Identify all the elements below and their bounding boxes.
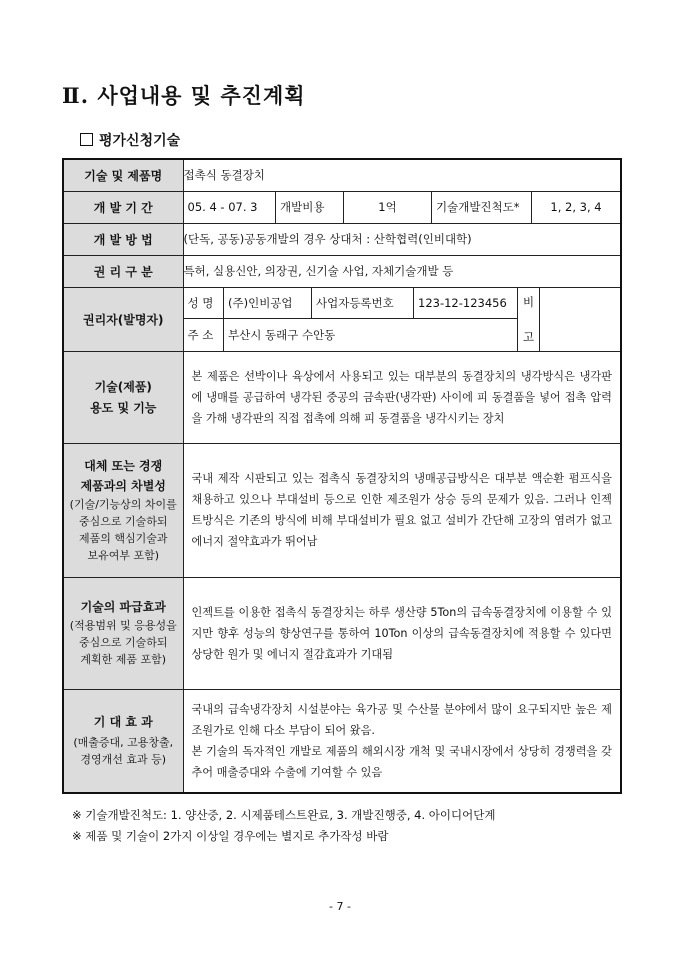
ripple-label: 기술의 파급효과	[80, 600, 166, 614]
usage-label: 기술(제품)	[94, 380, 152, 394]
footnote-progress: ※ 기술개발진척도: 1. 양산중, 2. 시제품테스트완료, 3. 개발진행중, 4. 아이디어단계	[72, 808, 496, 822]
diff-label: 대체 또는 경쟁	[84, 458, 163, 473]
usage-label-2: 용도 및 기능	[90, 401, 157, 415]
progress-value: 1, 2, 3, 4	[532, 192, 621, 223]
section-title: Ⅱ. 사업내용 및 추진계획	[62, 83, 306, 108]
biz-no-value: 123-12-123456	[414, 288, 518, 319]
usage-label-cell	[63, 351, 183, 443]
ripple-sub-1: (적용범위 및 응용성을	[69, 619, 177, 632]
method-label: 개 발 방 법	[63, 223, 183, 255]
diff-text: 국내 제작 시판되고 있는 접촉식 동결장치의 냉매공급방식은 대부분 액순환 펌프식을 채용하고 있으나 부대설비 등으로 인한 제조원가 상승 등의 문제가 있음. 그러나 인젝트방식은 기존의 방식에 비해 부대설비가 필요 없고 설비가 간단해 고장의 염려가 없고 에너지 절약효과가 뛰어남	[191, 472, 612, 548]
diff-sub-2: 중심으로 기술하되	[78, 514, 168, 528]
effect-sub-2: 경영개선 효과 등)	[80, 753, 167, 767]
diff-sub-3: 제품의 핵심기술과	[78, 531, 168, 545]
diff-sub-1: (기술/기능상의 차이를	[69, 497, 177, 511]
usage-cell	[183, 351, 621, 443]
subsection-title	[80, 130, 180, 150]
biz-no-label: 사업자등록번호	[312, 288, 414, 319]
progress-label: 기술개발진척도*	[432, 192, 532, 223]
name-label: 성 명	[184, 288, 224, 319]
diff-sub-4: 보유여부 포함)	[87, 548, 160, 562]
footnotes	[72, 805, 495, 847]
rights-label: 권 리 구 분	[63, 255, 183, 287]
ripple-text: 인젝트를 이용한 접촉식 동결장치는 하루 생산량 5Ton의 급속동결장치에 이용할 수 있지만 향후 성능의 향상연구를 통하여 10Ton 이상의 급속동결장치에 적용할 수 있다면 상당한 원가 및 에너지 절감효과가 기대됨	[191, 605, 612, 661]
method-value: (단독, 공동)공동개발의 경우 상대처 : 산학협력(인비대학)	[183, 223, 621, 255]
diff-cell	[183, 443, 621, 577]
cost-value: 1억	[344, 192, 432, 223]
address-label: 주 소	[187, 327, 214, 342]
period-value: 05. 4 - 07. 3	[187, 200, 258, 214]
tech-application-table	[62, 158, 622, 794]
address-value: 부산시 동래구 수안동	[224, 319, 518, 351]
footnote-additional: ※ 제품 및 기술이 2가지 이상일 경우에는 별지로 추가작성 바람	[72, 829, 389, 843]
holder-details	[183, 287, 621, 351]
page-number: - 7 -	[329, 900, 351, 913]
tech-name-label: 기술 및 제품명	[63, 159, 183, 191]
note-label-1: 비	[518, 288, 540, 319]
note-value	[540, 288, 621, 351]
diff-label-cell	[63, 443, 183, 577]
effect-text-2: 본 기술의 독자적인 개발로 제품의 해외시장 개척 및 국내시장에서 상당히 경쟁력을 갖추어 매출증대와 수출에 기여할 수 있음	[191, 744, 612, 779]
effect-label-cell	[63, 689, 183, 793]
period-row	[183, 191, 621, 223]
note-label-2: 고	[518, 319, 540, 351]
ripple-label-cell	[63, 577, 183, 689]
holder-label: 권리자(발명자)	[63, 287, 183, 351]
subsection-title-text: 평가신청기술	[99, 133, 181, 149]
effect-text-1: 국내의 급속냉각장치 시설분야는 육가공 및 수산물 분야에서 많이 요구되지만 높은 제조원가로 인해 다소 부담이 되어 왔음.	[191, 702, 612, 737]
cost-label: 개발비용	[276, 192, 344, 223]
name-value: (주)인비공업	[224, 288, 312, 319]
usage-text: 본 제품은 선박이나 육상에서 사용되고 있는 대부분의 동결장치의 냉각방식은 냉각판에 냉매를 공급하여 냉각된 중공의 금속판(냉각판) 사이에 피 동결품을 넣어 접촉 압력을 가해 냉각판의 직접 접촉에 의해 피 동결품을 냉각시키는 장치	[191, 369, 612, 425]
effect-cell	[183, 689, 621, 793]
effect-label: 기 대 효 과	[93, 715, 153, 730]
rights-value: 특허, 실용신안, 의장권, 신기술 사업, 자체기술개발 등	[183, 255, 621, 287]
checkbox-icon	[80, 133, 93, 146]
ripple-sub-2: 중심으로 기술하되	[78, 636, 168, 649]
ripple-cell	[183, 577, 621, 689]
period-label: 개 발 기 간	[63, 191, 183, 223]
ripple-sub-3: 계획한 제품 포함)	[80, 653, 167, 666]
effect-sub-1: (매출증대, 고용창출,	[73, 736, 174, 750]
diff-label-2: 제품과의 차별성	[80, 478, 166, 493]
tech-name-value: 접촉식 동결장치	[183, 159, 621, 191]
effect-text	[184, 693, 621, 789]
